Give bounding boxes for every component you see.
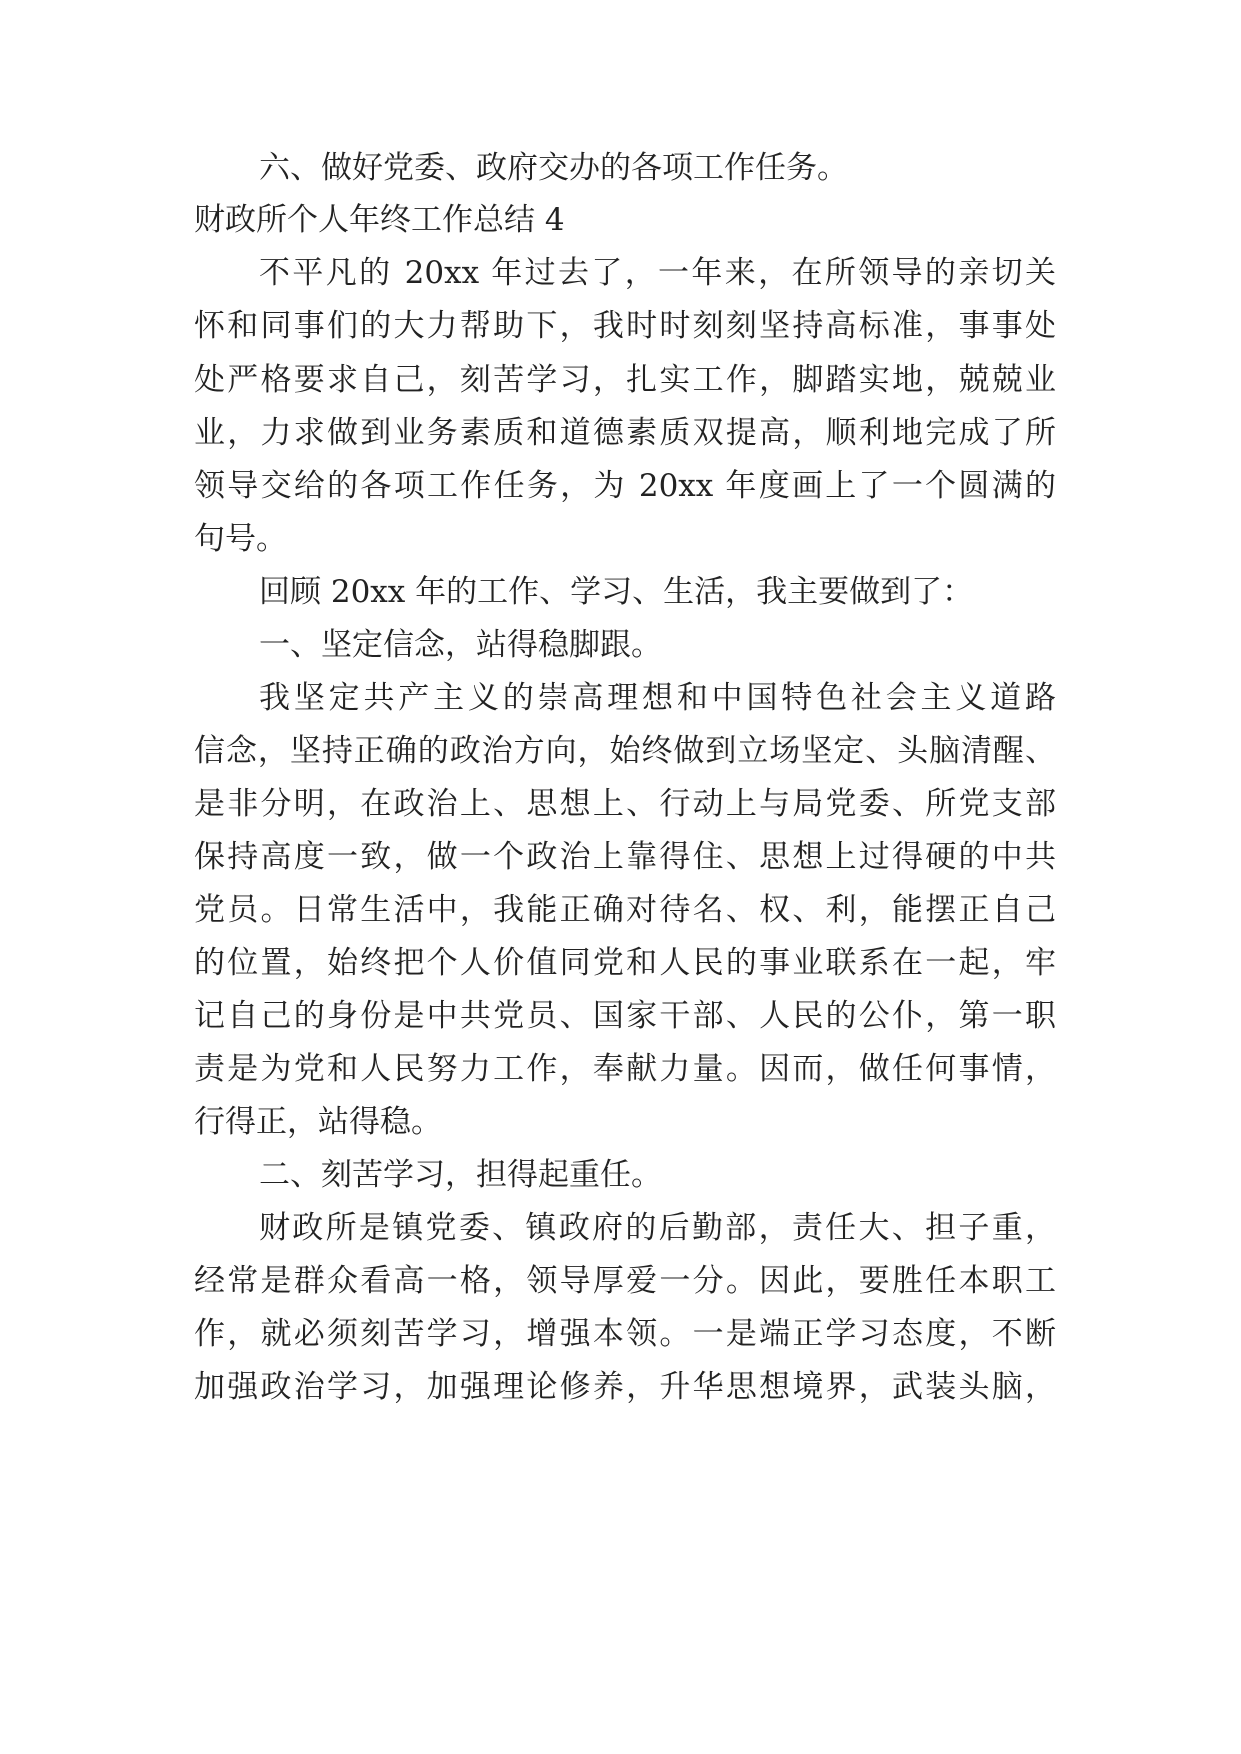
paragraph-line: 加强政治学习，加强理论修养，升华思想境界，武装头脑，: [194, 1369, 1056, 1405]
paragraph-line: 领导交给的各项工作任务，为 20xx 年度画上了一个圆满的: [194, 468, 1056, 504]
paragraph-line: 记自己的身份是中共党员、国家干部、人民的公仆，第一职: [194, 998, 1056, 1034]
paragraph-line: 回顾 20xx 年的工作、学习、生活，我主要做到了：: [259, 574, 974, 610]
paragraph-line: 责是为党和人民努力工作，奉献力量。因而，做任何事情，: [194, 1051, 1056, 1087]
paragraph-line: 行得正，站得稳。: [194, 1104, 442, 1140]
paragraph-line: 句号。: [194, 521, 287, 557]
paragraph-line: 信念，坚持正确的政治方向，始终做到立场坚定、头脑清醒、: [194, 733, 1056, 769]
paragraph-line: 财政所是镇党委、镇政府的后勤部，责任大、担子重，: [259, 1210, 1056, 1246]
section-six-heading: 六、做好党委、政府交办的各项工作任务。: [259, 150, 848, 186]
paragraph-line: 怀和同事们的大力帮助下，我时时刻刻坚持高标准，事事处: [194, 308, 1056, 344]
paragraph-line: 处严格要求自己，刻苦学习，扎实工作，脚踏实地，兢兢业: [194, 362, 1056, 398]
paragraph-line: 不平凡的 20xx 年过去了，一年来，在所领导的亲切关: [259, 255, 1056, 291]
paragraph-line: 经常是群众看高一格，领导厚爱一分。因此，要胜任本职工: [194, 1263, 1056, 1299]
paragraph-line: 业，力求做到业务素质和道德素质双提高，顺利地完成了所: [194, 415, 1056, 451]
paragraph-line: 保持高度一致，做一个政治上靠得住、思想上过得硬的中共: [194, 839, 1056, 875]
paragraph-line: 是非分明，在政治上、思想上、行动上与局党委、所党支部: [194, 786, 1056, 822]
paragraph-line: 我坚定共产主义的崇高理想和中国特色社会主义道路: [259, 680, 1056, 716]
section-two-heading: 二、刻苦学习，担得起重任。: [259, 1157, 662, 1193]
paragraph-line: 党员。日常生活中，我能正确对待名、权、利，能摆正自己: [194, 892, 1056, 928]
paragraph-line: 的位置，始终把个人价值同党和人民的事业联系在一起，牢: [194, 945, 1056, 981]
document-title: 财政所个人年终工作总结 4: [194, 202, 565, 238]
paragraph-line: 作，就必须刻苦学习，增强本领。一是端正学习态度，不断: [194, 1316, 1056, 1352]
section-one-heading: 一、坚定信念，站得稳脚跟。: [259, 627, 662, 663]
